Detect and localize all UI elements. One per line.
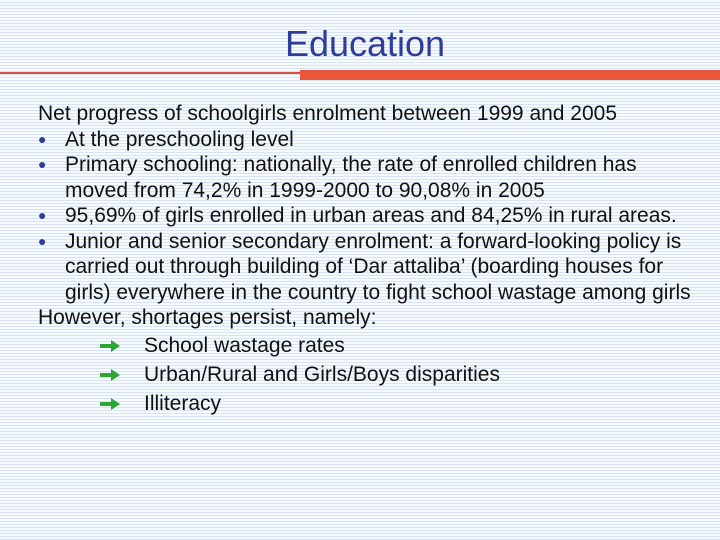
bullet-text: At the preschooling level: [65, 127, 294, 151]
slide-body: [38, 101, 698, 418]
right-arrow-icon: [100, 340, 120, 352]
bullet-item: [38, 152, 698, 203]
bullet-icon: ●: [38, 130, 47, 147]
bullet-item: [38, 203, 698, 229]
shortage-item: [38, 331, 698, 360]
shortage-text: School wastage rates: [144, 333, 345, 357]
shortage-text: Urban/Rural and Girls/Boys disparities: [144, 362, 500, 386]
bullet-text: 95,69% of girls enrolled in urban areas and 84,25% in rural areas.: [65, 204, 677, 227]
bullet-item: [38, 229, 698, 306]
bullet-icon: ●: [38, 156, 47, 172]
title-divider-thick: [300, 70, 720, 80]
intro-paragraph: Net progress of schoolgirls enrolment between 1999 and 2005: [38, 102, 618, 125]
bullet-icon: ●: [38, 232, 47, 249]
shortage-text: Illiteracy: [144, 391, 222, 415]
right-arrow-icon: [100, 398, 120, 410]
bullet-item: [38, 127, 698, 153]
shortage-item: [38, 389, 698, 418]
bullet-text: Junior and senior secondary enrolment: a forward-looking policy is carried out through building of ‘Dar attaliba’ (boarding houses for girls) everywhere in the country to fight school wastage among girls: [65, 229, 691, 304]
bullet-text: Primary schooling: nationally, the rate of enrolled children has moved from 74,2% in 1999-2000 to 90,08% in 2005: [65, 153, 637, 202]
slide-title: Education: [284, 23, 446, 64]
shortage-item: [38, 360, 698, 389]
title-divider-thin: [0, 72, 300, 74]
right-arrow-icon: [100, 369, 120, 381]
bullet-icon: ●: [38, 207, 47, 223]
shortage-intro: However, shortages persist, namely:: [38, 306, 377, 329]
